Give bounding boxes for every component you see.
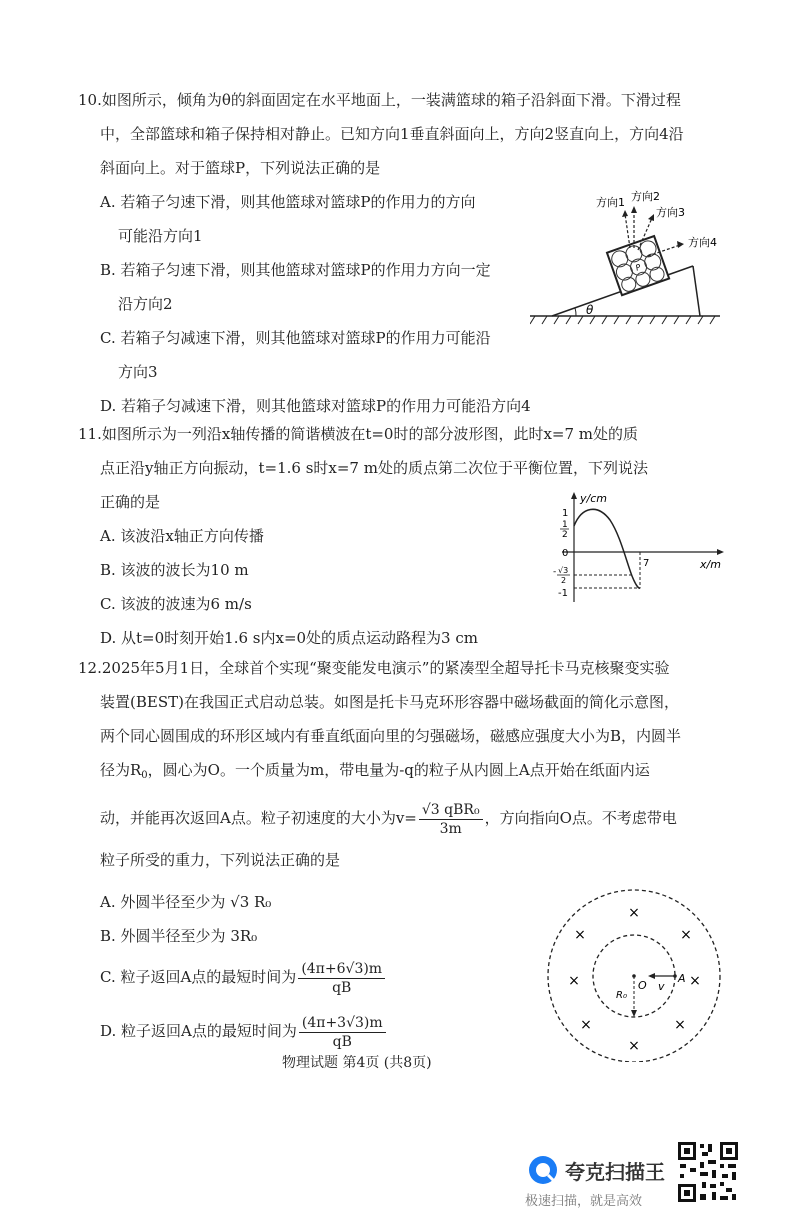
x-axis-label: x/m (700, 558, 721, 571)
svg-text:×: × (628, 905, 640, 921)
qr-code-icon (676, 1140, 740, 1204)
q12-option-a: A. 外圆半径至少为 √3 R₀ (100, 893, 272, 911)
q11-stem-line-1: 11.如图所示为一列沿x轴传播的简谐横波在t=0时的部分波形图，此时x=7 m处的质 (78, 425, 639, 443)
q10-option-a-cont: 可能沿方向1 (118, 227, 203, 245)
q12-option-c: C. 粒子返回A点的最短时间为 $\frac{(4\pi+6√3)m}{qB}$ (100, 956, 387, 998)
q12-stem-line-6: 粒子所受的重力，下列说法正确的是 (100, 851, 341, 869)
direction-4-label: 方向4 (688, 236, 717, 249)
svg-text:2: 2 (562, 530, 568, 540)
direction-2-label: 方向2 (631, 190, 660, 203)
q10-stem-line-1: 10.如图所示，倾角为θ的斜面固定在水平地面上，一装满篮球的箱子沿斜面下滑。下滑过程 (78, 91, 681, 109)
x-tick-7: 7 (643, 558, 650, 569)
page-footer: 物理试题 第4页 (共8页) (282, 1055, 432, 1071)
svg-text:-: - (553, 567, 557, 577)
direction-1-label: 方向1 (596, 196, 625, 209)
q10-option-b-cont: 沿方向2 (118, 295, 173, 313)
q11-option-a: A. 该波沿x轴正方向传播 (100, 527, 264, 545)
q11-stem-line-3: 正确的是 (100, 493, 161, 511)
q12-stem-line-5: 动，并能再次返回A点。粒子初速度的大小为v= $\frac{\text{√3 qBR₀}}{3m}$ ，方向指向O点。不考虑带电 (100, 801, 677, 837)
svg-text:O: O (638, 979, 647, 992)
q12-stem-line-3: 两个同心圆围成的环形区域内有垂直纸面向里的匀强磁场，磁感应强度大小为B，内圆半 (100, 727, 682, 745)
q12-tokamak-figure (540, 878, 730, 1062)
svg-text:×: × (568, 973, 580, 989)
q12-option-d: D. 粒子返回A点的最短时间为 $\frac{(4\pi+3√3)m}{qB}$ (100, 1010, 388, 1052)
svg-text:R₀: R₀ (616, 990, 627, 1001)
q10-option-b: B. 若箱子匀速下滑，则其他篮球对篮球P的作用力方向一定 (100, 261, 491, 279)
q11-option-c: C. 该波的波速为6 m/s (100, 595, 252, 613)
q10-stem-line-3: 斜面向上。对于篮球P，下列说法正确的是 (100, 159, 381, 177)
svg-text:×: × (689, 973, 701, 989)
q10-option-c: C. 若箱子匀减速下滑，则其他篮球对篮球P的作用力可能沿 (100, 329, 491, 347)
direction-1-arrow (625, 214, 630, 248)
brand-name: 夸克扫描王 (565, 1160, 665, 1184)
y-tick-neg1: -1 (558, 588, 568, 599)
svg-text:√3: √3 (558, 566, 569, 575)
q12-stem-line-4: 径为$R_0$，圆心为O。一个质量为m，带电量为-q的粒子从内圆上A点开始在纸面内运 (100, 761, 650, 781)
svg-text:A: A (678, 972, 686, 985)
direction-3-label: 方向3 (656, 206, 685, 219)
y-tick-1: 1 (562, 508, 569, 519)
svg-text:×: × (628, 1038, 640, 1054)
svg-text:×: × (680, 927, 692, 943)
waveform-curve (574, 509, 640, 588)
svg-text:P: P (634, 262, 642, 273)
brand-logo-icon (527, 1154, 559, 1186)
q10-option-d: D. 若箱子匀减速下滑，则其他篮球对篮球P的作用力可能沿方向4 (100, 397, 531, 415)
q10-stem-line-2: 中，全部篮球和箱子保持相对静止。已知方向1垂直斜面向上，方向2竖直向上，方向4沿 (100, 125, 684, 143)
q10-option-c-cont: 方向3 (118, 363, 158, 381)
q10-incline-figure (530, 188, 725, 328)
q12-stem-line-2: 装置(BEST)在我国正式启动总装。如图是托卡马克环形容器中磁场截面的简化示意图， (100, 693, 679, 711)
svg-text:×: × (580, 1017, 592, 1033)
q10-option-a: A. 若箱子匀速下滑，则其他篮球对篮球P的作用力的方向 (100, 193, 476, 211)
q11-option-d: D. 从t=0时刻开始1.6 s内x=0处的质点运动路程为3 cm (100, 629, 478, 647)
q11-wave-figure (540, 490, 730, 605)
y-tick-0: 0 (562, 548, 569, 559)
y-axis-label: y/cm (580, 492, 607, 505)
svg-text:×: × (574, 927, 586, 943)
q11-stem-line-2: 点正沿y轴正方向振动，t=1.6 s时x=7 m处的质点第二次位于平衡位置，下列说法 (100, 459, 648, 477)
svg-text:2: 2 (561, 576, 567, 585)
velocity-fraction: $\frac{\text{√3 qBR₀}}{3m}$ (419, 801, 483, 838)
svg-text:1: 1 (562, 520, 568, 530)
svg-text:×: × (674, 1017, 686, 1033)
q12-stem-line-1: 12.2025年5月1日，全球首个实现“聚变能发电演示”的紧凑型全超导托卡马克核聚变实验 (78, 659, 670, 677)
svg-text:v: v (658, 980, 665, 993)
q12-option-b: B. 外圆半径至少为 3R₀ (100, 927, 258, 945)
brand-slogan: 极速扫描，就是高效 (525, 1194, 643, 1209)
basketball-box (607, 236, 669, 295)
theta-label: θ (586, 303, 594, 317)
q11-option-b: B. 该波的波长为10 m (100, 561, 249, 579)
